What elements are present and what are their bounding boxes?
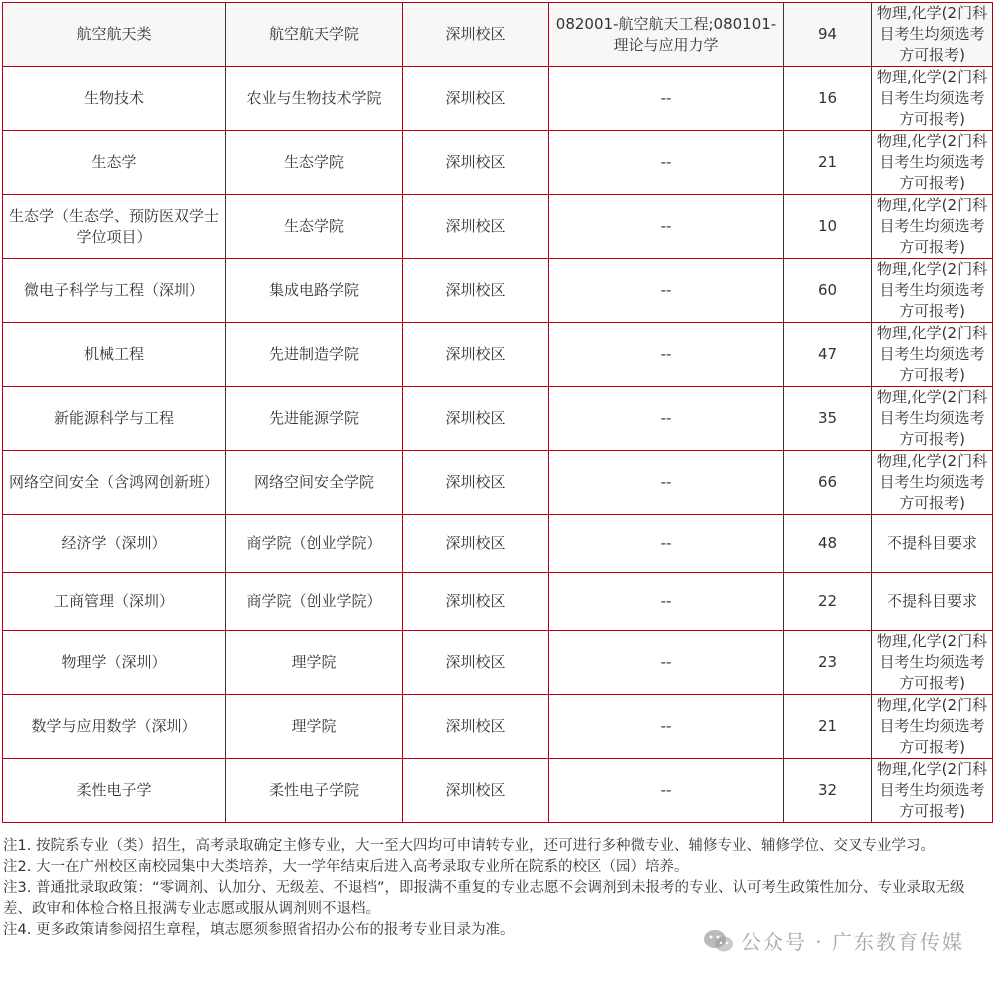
requirement-cell: 物理,化学(2门科目考生均须选考方可报考) <box>872 451 993 515</box>
table-row <box>3 67 993 131</box>
major-cell: 工商管理（深圳） <box>3 573 226 631</box>
note-cell: 082001-航空航天工程;080101-理论与应用力学 <box>549 3 784 67</box>
campus-cell: 深圳校区 <box>403 515 549 573</box>
major-cell: 生态学（生态学、预防医双学士学位项目） <box>3 195 226 259</box>
note-3: 注3. 普通批录取政策：“零调剂、认加分、无级差、不退档”，即报满不重复的专业志愿不会调剂到未报考的专业、认可考生政策性加分、专业录取无级差、政审和体检合格且报满专业志愿或服从调剂则不退档。 <box>3 880 965 917</box>
table-row <box>3 259 993 323</box>
requirement-cell: 物理,化学(2门科目考生均须选考方可报考) <box>872 323 993 387</box>
quota-cell: 66 <box>784 451 872 515</box>
college-cell: 生态学院 <box>226 131 403 195</box>
campus-cell: 深圳校区 <box>403 67 549 131</box>
note-cell: -- <box>549 195 784 259</box>
campus-cell: 深圳校区 <box>403 323 549 387</box>
note-4: 注4. 更多政策请参阅招生章程，填志愿须参照省招办公布的报考专业目录为准。 <box>3 922 515 938</box>
table-row <box>3 759 993 823</box>
table-row <box>3 387 993 451</box>
major-cell: 机械工程 <box>3 323 226 387</box>
college-cell: 生态学院 <box>226 195 403 259</box>
note-cell: -- <box>549 451 784 515</box>
major-cell: 微电子科学与工程（深圳） <box>3 259 226 323</box>
college-cell: 网络空间安全学院 <box>226 451 403 515</box>
college-cell: 航空航天学院 <box>226 3 403 67</box>
table-row <box>3 515 993 573</box>
quota-cell: 94 <box>784 3 872 67</box>
campus-cell: 深圳校区 <box>403 387 549 451</box>
campus-cell: 深圳校区 <box>403 573 549 631</box>
note-2: 注2. 大一在广州校区南校园集中大类培养，大一学年结束后进入高考录取专业所在院系的校区（园）培养。 <box>3 859 689 875</box>
note-cell: -- <box>549 67 784 131</box>
requirement-cell: 物理,化学(2门科目考生均须选考方可报考) <box>872 387 993 451</box>
quota-cell: 47 <box>784 323 872 387</box>
requirement-cell: 物理,化学(2门科目考生均须选考方可报考) <box>872 695 993 759</box>
campus-cell: 深圳校区 <box>403 259 549 323</box>
table-row <box>3 573 993 631</box>
watermark <box>703 926 964 955</box>
college-cell: 先进制造学院 <box>226 323 403 387</box>
campus-cell: 深圳校区 <box>403 631 549 695</box>
table-row <box>3 3 993 67</box>
quota-cell: 32 <box>784 759 872 823</box>
college-cell: 商学院（创业学院） <box>226 515 403 573</box>
quota-cell: 21 <box>784 131 872 195</box>
quota-cell: 60 <box>784 259 872 323</box>
college-cell: 理学院 <box>226 695 403 759</box>
major-cell: 生物技术 <box>3 67 226 131</box>
quota-cell: 35 <box>784 387 872 451</box>
requirement-cell: 物理,化学(2门科目考生均须选考方可报考) <box>872 131 993 195</box>
major-cell: 航空航天类 <box>3 3 226 67</box>
major-cell: 新能源科学与工程 <box>3 387 226 451</box>
note-cell: -- <box>549 573 784 631</box>
note-cell: -- <box>549 631 784 695</box>
requirement-cell: 物理,化学(2门科目考生均须选考方可报考) <box>872 195 993 259</box>
quota-cell: 16 <box>784 67 872 131</box>
note-1: 注1. 按院系专业（类）招生，高考录取确定主修专业，大一至大四均可申请转专业，还可进行多种微专业、辅修专业、辅修学位、交叉专业学习。 <box>3 838 935 854</box>
note-cell: -- <box>549 131 784 195</box>
requirement-cell: 物理,化学(2门科目考生均须选考方可报考) <box>872 259 993 323</box>
note-cell: -- <box>549 759 784 823</box>
table-row <box>3 631 993 695</box>
major-cell: 生态学 <box>3 131 226 195</box>
major-cell: 柔性电子学 <box>3 759 226 823</box>
campus-cell: 深圳校区 <box>403 695 549 759</box>
quota-cell: 48 <box>784 515 872 573</box>
college-cell: 柔性电子学院 <box>226 759 403 823</box>
table-row <box>3 695 993 759</box>
college-cell: 农业与生物技术学院 <box>226 67 403 131</box>
requirement-cell: 物理,化学(2门科目考生均须选考方可报考) <box>872 759 993 823</box>
campus-cell: 深圳校区 <box>403 131 549 195</box>
table-row <box>3 451 993 515</box>
major-cell: 网络空间安全（含鸿网创新班） <box>3 451 226 515</box>
requirement-cell: 不提科目要求 <box>872 573 993 631</box>
college-cell: 先进能源学院 <box>226 387 403 451</box>
requirement-cell: 物理,化学(2门科目考生均须选考方可报考) <box>872 631 993 695</box>
note-cell: -- <box>549 387 784 451</box>
note-cell: -- <box>549 515 784 573</box>
major-cell: 物理学（深圳） <box>3 631 226 695</box>
note-cell: -- <box>549 323 784 387</box>
admission-table <box>2 2 993 823</box>
note-cell: -- <box>549 259 784 323</box>
requirement-cell: 物理,化学(2门科目考生均须选考方可报考) <box>872 67 993 131</box>
wechat-icon <box>703 928 735 954</box>
campus-cell: 深圳校区 <box>403 759 549 823</box>
table-row <box>3 195 993 259</box>
campus-cell: 深圳校区 <box>403 3 549 67</box>
requirement-cell: 不提科目要求 <box>872 515 993 573</box>
major-cell: 数学与应用数学（深圳） <box>3 695 226 759</box>
campus-cell: 深圳校区 <box>403 195 549 259</box>
campus-cell: 深圳校区 <box>403 451 549 515</box>
table-row <box>3 131 993 195</box>
college-cell: 商学院（创业学院） <box>226 573 403 631</box>
requirement-cell: 物理,化学(2门科目考生均须选考方可报考) <box>872 3 993 67</box>
watermark-text: 公众号 · 广东教育传媒 <box>740 930 964 954</box>
quota-cell: 23 <box>784 631 872 695</box>
quota-cell: 10 <box>784 195 872 259</box>
table-row <box>3 323 993 387</box>
note-cell: -- <box>549 695 784 759</box>
college-cell: 集成电路学院 <box>226 259 403 323</box>
quota-cell: 21 <box>784 695 872 759</box>
major-cell: 经济学（深圳） <box>3 515 226 573</box>
quota-cell: 22 <box>784 573 872 631</box>
college-cell: 理学院 <box>226 631 403 695</box>
